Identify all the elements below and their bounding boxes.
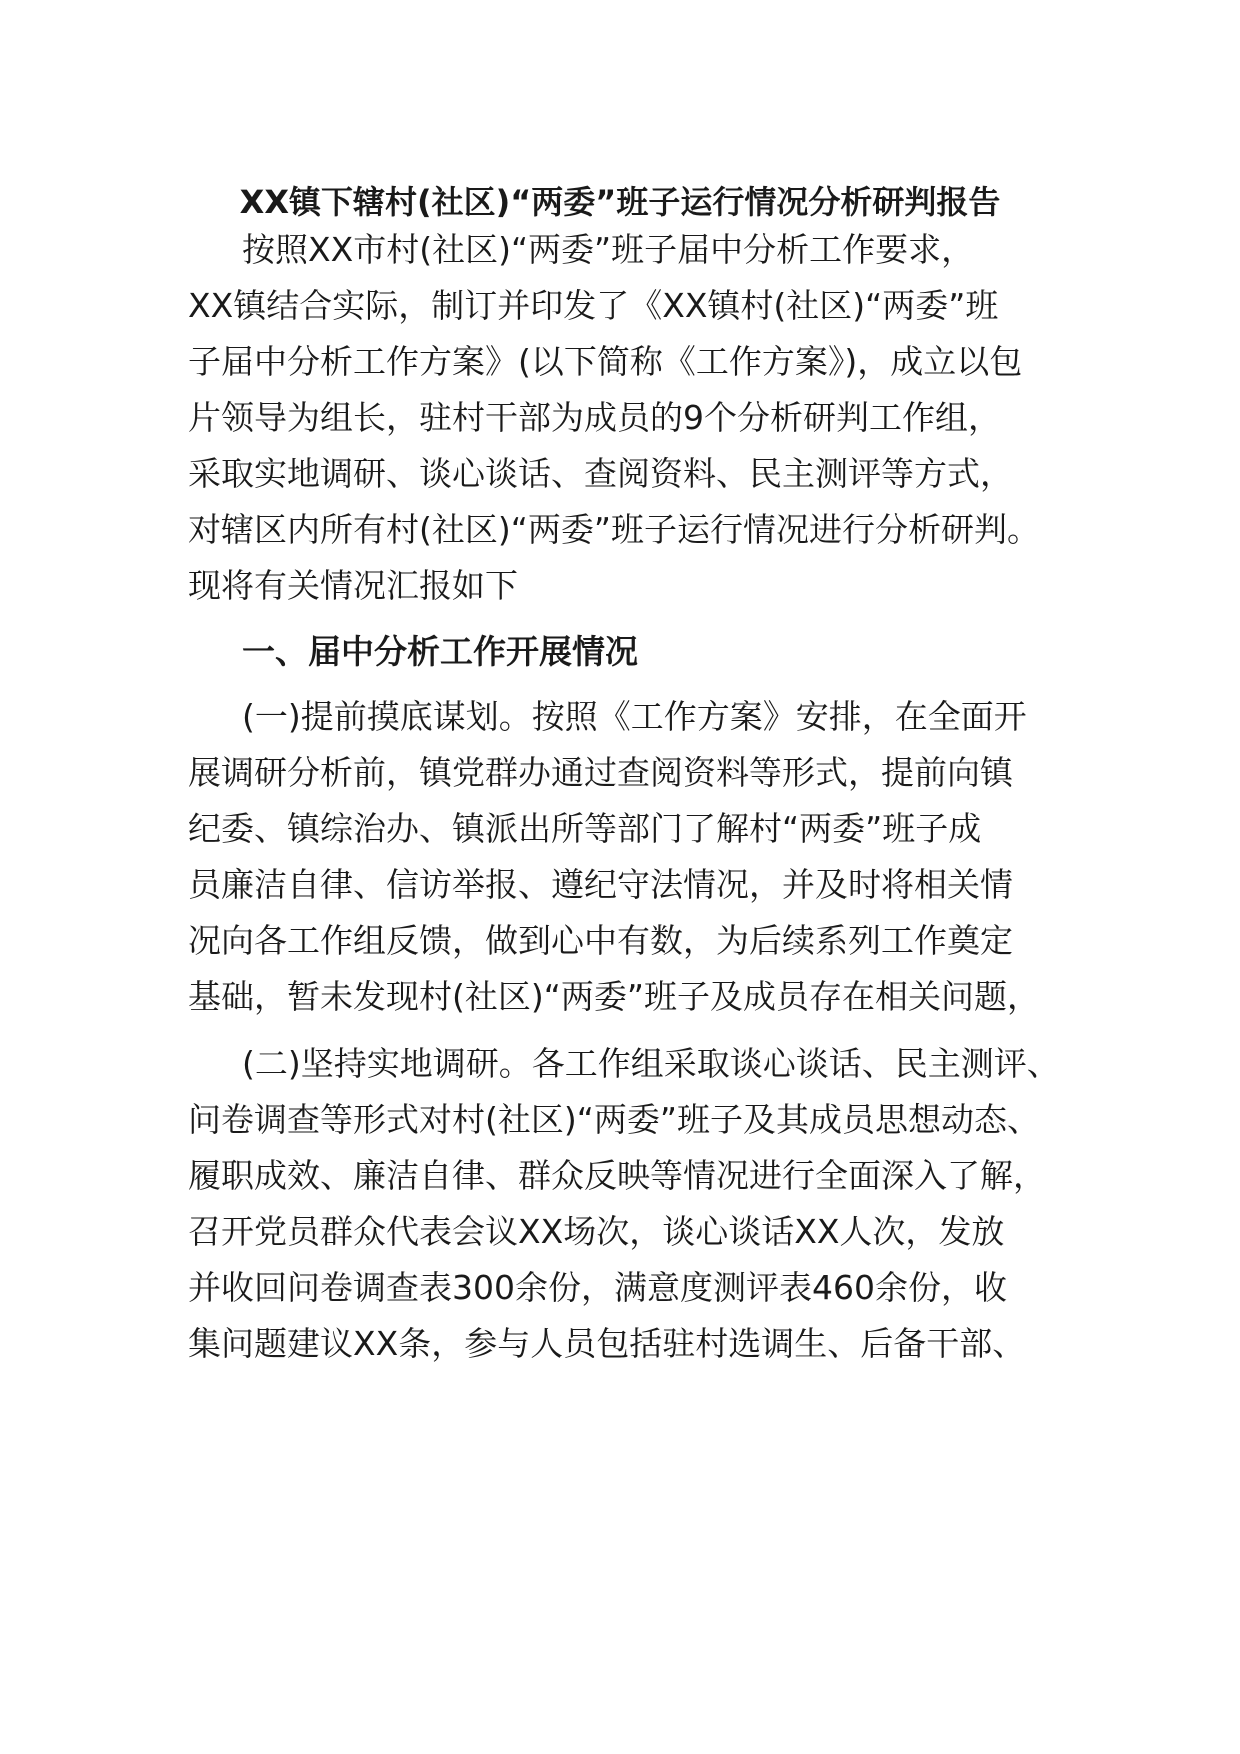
- section-heading: 一、届中分析工作开展情况: [242, 632, 638, 671]
- item2-line: (二)坚持实地调研。各工作组采取谈心谈话、民主测评、: [242, 1044, 1060, 1083]
- item2-line: 问卷调查等形式对村(社区)“两委”班子及其成员思想动态、: [188, 1100, 1040, 1139]
- intro-line: 片领导为组长，驻村干部为成员的9个分析研判工作组，: [188, 398, 1001, 437]
- item2-line: 并收回问卷调查表300余份，满意度测评表460余份，收: [188, 1268, 1007, 1307]
- item2-line: 履职成效、廉洁自律、群众反映等情况进行全面深入了解，: [188, 1156, 1046, 1195]
- item1-line: 基础，暂未发现村(社区)“两委”班子及成员存在相关问题，: [188, 977, 1040, 1016]
- intro-line: 采取实地调研、谈心谈话、查阅资料、民主测评等方式，: [188, 454, 1013, 493]
- intro-line: XX镇结合实际，制订并印发了《XX镇村(社区)“两委”班: [188, 286, 999, 325]
- intro-line: 现将有关情况汇报如下: [188, 566, 518, 605]
- intro-line: 子届中分析工作方案》(以下简称《工作方案》)，成立以包: [188, 342, 1023, 381]
- intro-line: 对辖区内所有村(社区)“两委”班子运行情况进行分析研判。: [188, 510, 1040, 549]
- document-title: XX镇下辖村(社区)“两委”班子运行情况分析研判报告: [239, 183, 1001, 221]
- item1-line: (一)提前摸底谋划。按照《工作方案》安排，在全面开: [242, 697, 1027, 736]
- item1-line: 况向各工作组反馈，做到心中有数，为后续系列工作奠定: [188, 921, 1013, 960]
- item1-line: 纪委、镇综治办、镇派出所等部门了解村“两委”班子成: [188, 809, 982, 848]
- item2-line: 集问题建议XX条，参与人员包括驻村选调生、后备干部、: [188, 1324, 1026, 1363]
- item1-line: 展调研分析前，镇党群办通过查阅资料等形式，提前向镇: [188, 753, 1013, 792]
- item2-line: 召开党员群众代表会议XX场次，谈心谈话XX人次，发放: [188, 1212, 1005, 1251]
- intro-line: 按照XX市村(社区)“两委”班子届中分析工作要求，: [242, 230, 975, 269]
- item1-line: 员廉洁自律、信访举报、遵纪守法情况，并及时将相关情: [188, 865, 1013, 904]
